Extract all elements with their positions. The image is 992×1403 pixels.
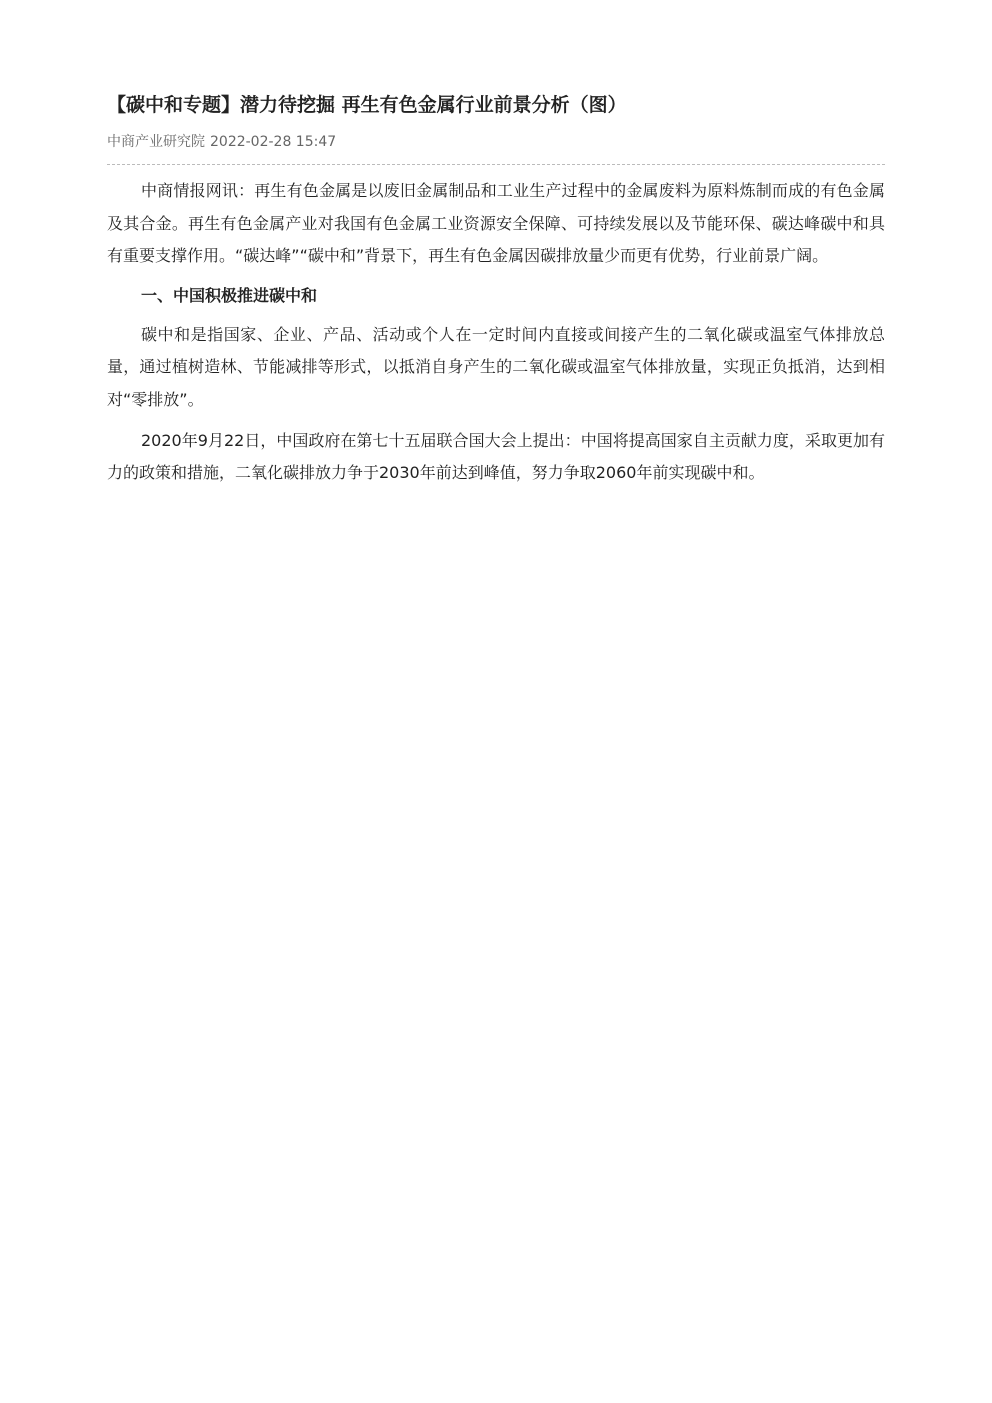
- article-body: [107, 175, 885, 490]
- section-heading: 一、中国积极推进碳中和: [141, 285, 318, 305]
- article: [107, 88, 885, 498]
- article-meta: [107, 132, 885, 152]
- article-source: 中商产业研究院: [107, 134, 205, 150]
- title-divider: [107, 164, 885, 165]
- article-title: 【碳中和专题】潜力待挖掘 再生有色金属行业前景分析（图）: [107, 94, 627, 116]
- article-datetime: 2022-02-28 15:47: [210, 134, 337, 150]
- un-announcement-paragraph: 2020年9月22日，中国政府在第七十五届联合国大会上提出：中国将提高国家自主贡献力度，采取更加有力的政策和措施，二氧化碳排放力争于2030年前达到峰值，努力争取2060年前实现碳中和。: [107, 430, 885, 483]
- intro-paragraph: 中商情报网讯：再生有色金属是以废旧金属制品和工业生产过程中的金属废料为原料炼制而成的有色金属及其合金。再生有色金属产业对我国有色金属工业资源安全保障、可持续发展以及节能环保、碳达峰碳中和具有重要支撑作用。“碳达峰”“碳中和”背景下，再生有色金属因碳排放量少而更有优势，行业前景广阔。: [107, 181, 885, 266]
- definition-paragraph: 碳中和是指国家、企业、产品、活动或个人在一定时间内直接或间接产生的二氧化碳或温室气体排放总量，通过植树造林、节能减排等形式，以抵消自身产生的二氧化碳或温室气体排放量，实现正负抵消，达到相对“零排放”。: [107, 324, 885, 409]
